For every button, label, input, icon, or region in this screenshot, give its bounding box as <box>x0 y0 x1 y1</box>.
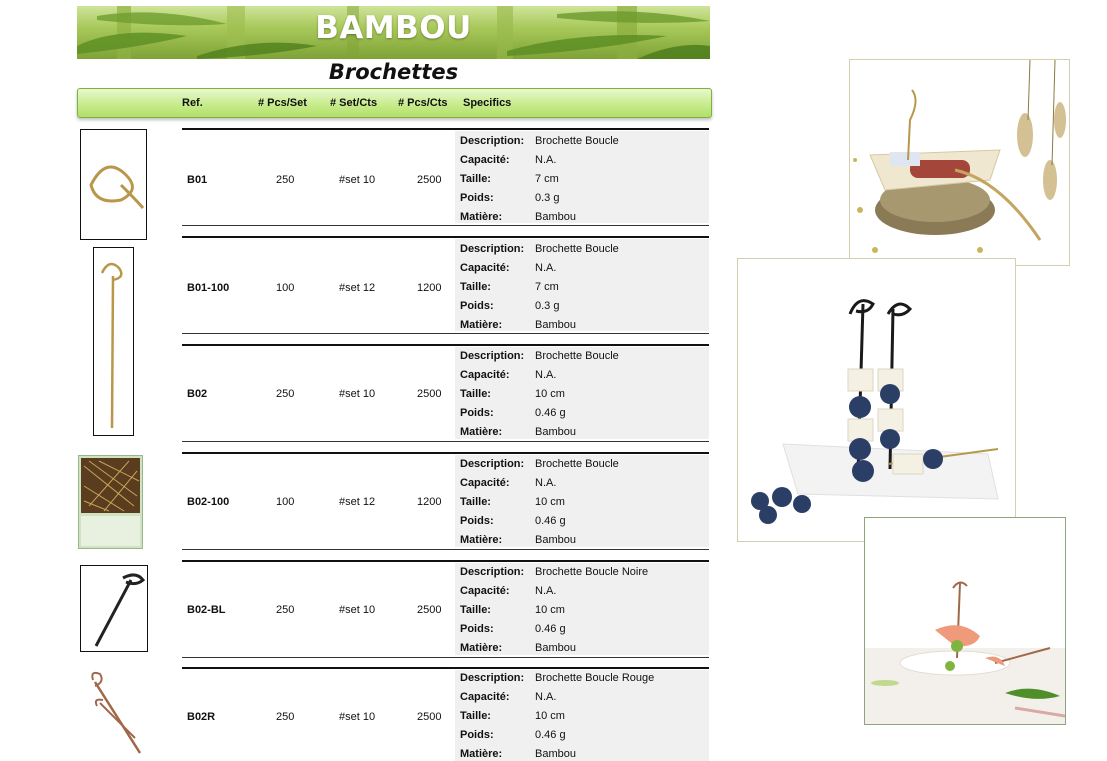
spec-value-capacite: N.A. <box>535 369 557 381</box>
ref-cell: B02-BL <box>187 604 226 616</box>
pcs-set-cell: 100 <box>276 282 295 294</box>
spec-value-poids: 0.3 g <box>535 300 560 312</box>
spec-label-taille: Taille: <box>460 710 491 722</box>
spec-value-description: Brochette Boucle <box>535 135 619 147</box>
product-image-b02-100 <box>78 455 143 549</box>
col-specifics: Specifics <box>463 97 512 109</box>
pcs-cts-cell: 2500 <box>417 388 442 400</box>
col-pcs-cts: # Pcs/Cts <box>398 97 448 109</box>
spec-value-description: Brochette Boucle <box>535 350 619 362</box>
spec-label-matiere: Matière: <box>460 642 503 654</box>
spec-value-capacite: N.A. <box>535 477 557 489</box>
spec-label-poids: Poids: <box>460 407 494 419</box>
spec-value-poids: 0.46 g <box>535 623 566 635</box>
photo-blueberry-cheese-skewers <box>737 258 1016 542</box>
spec-value-description: Brochette Boucle Noire <box>535 566 649 578</box>
spec-label-capacite: Capacité: <box>460 369 510 381</box>
product-row <box>182 236 709 334</box>
spec-value-taille: 7 cm <box>535 173 559 185</box>
product-row <box>182 452 709 550</box>
spec-value-capacite: N.A. <box>535 262 557 274</box>
product-row <box>182 344 709 442</box>
spec-label-matiere: Matière: <box>460 426 503 438</box>
pcs-cts-cell: 2500 <box>417 174 442 186</box>
product-image-b01 <box>80 129 147 240</box>
spec-label-taille: Taille: <box>460 496 491 508</box>
ref-cell: B02R <box>187 711 216 723</box>
spec-value-description: Brochette Boucle Rouge <box>535 672 655 684</box>
spec-label-capacite: Capacité: <box>460 262 510 274</box>
photo-appetizer-boat <box>849 59 1070 266</box>
spec-label-description: Description: <box>460 243 525 255</box>
spec-label-description: Description: <box>460 458 525 470</box>
set-cts-cell: #set 12 <box>339 496 376 508</box>
spec-value-taille: 7 cm <box>535 281 559 293</box>
spec-label-matiere: Matière: <box>460 319 503 331</box>
pcs-set-cell: 250 <box>276 174 295 186</box>
spec-label-description: Description: <box>460 350 525 362</box>
spec-value-matiere: Bambou <box>535 319 576 331</box>
set-cts-cell: #set 10 <box>339 711 376 723</box>
spec-value-taille: 10 cm <box>535 604 565 616</box>
set-cts-cell: #set 12 <box>339 282 376 294</box>
spec-value-description: Brochette Boucle <box>535 458 619 470</box>
set-cts-cell: #set 10 <box>339 388 376 400</box>
spec-value-capacite: N.A. <box>535 154 557 166</box>
spec-value-poids: 0.46 g <box>535 407 566 419</box>
spec-value-matiere: Bambou <box>535 748 576 760</box>
pcs-set-cell: 250 <box>276 711 295 723</box>
pcs-set-cell: 250 <box>276 604 295 616</box>
spec-label-matiere: Matière: <box>460 211 503 223</box>
spec-label-capacite: Capacité: <box>460 477 510 489</box>
spec-label-capacite: Capacité: <box>460 154 510 166</box>
photo-shrimp-skewer <box>864 517 1066 725</box>
product-image-b02-bl <box>80 565 148 652</box>
spec-value-taille: 10 cm <box>535 388 565 400</box>
col-ref: Ref. <box>182 97 203 109</box>
spec-value-poids: 0.46 g <box>535 729 566 741</box>
ref-cell: B01-100 <box>187 282 230 294</box>
spec-value-matiere: Bambou <box>535 534 576 546</box>
spec-label-matiere: Matière: <box>460 534 503 546</box>
spec-label-capacite: Capacité: <box>460 585 510 597</box>
spec-value-matiere: Bambou <box>535 426 576 438</box>
pcs-cts-cell: 2500 <box>417 604 442 616</box>
spec-value-matiere: Bambou <box>535 211 576 223</box>
pcs-set-cell: 250 <box>276 388 295 400</box>
product-row <box>182 560 709 658</box>
spec-value-description: Brochette Boucle <box>535 243 619 255</box>
spec-value-taille: 10 cm <box>535 710 565 722</box>
spec-label-matiere: Matière: <box>460 748 503 760</box>
set-cts-cell: #set 10 <box>339 604 376 616</box>
spec-value-poids: 0.3 g <box>535 192 560 204</box>
set-cts-cell: #set 10 <box>339 174 376 186</box>
spec-value-matiere: Bambou <box>535 642 576 654</box>
spec-label-description: Description: <box>460 566 525 578</box>
ref-cell: B02 <box>187 388 208 400</box>
section-subtitle: Brochettes <box>328 60 459 84</box>
spec-label-poids: Poids: <box>460 729 494 741</box>
pcs-cts-cell: 2500 <box>417 711 442 723</box>
product-row <box>182 667 709 761</box>
spec-label-poids: Poids: <box>460 300 494 312</box>
spec-value-poids: 0.46 g <box>535 515 566 527</box>
page-title: BAMBOU <box>315 10 472 46</box>
col-set-cts: # Set/Cts <box>330 97 378 109</box>
spec-label-poids: Poids: <box>460 515 494 527</box>
banner <box>77 6 710 59</box>
pcs-cts-cell: 1200 <box>417 282 442 294</box>
spec-label-taille: Taille: <box>460 388 491 400</box>
spec-label-description: Description: <box>460 672 525 684</box>
spec-label-description: Description: <box>460 135 525 147</box>
spec-label-taille: Taille: <box>460 604 491 616</box>
spec-label-poids: Poids: <box>460 192 494 204</box>
ref-cell: B02-100 <box>187 496 230 508</box>
product-image-b01-100 <box>93 247 134 436</box>
spec-label-poids: Poids: <box>460 623 494 635</box>
pcs-set-cell: 100 <box>276 496 295 508</box>
product-image-b02r <box>45 658 180 758</box>
col-pcs-set: # Pcs/Set <box>258 97 307 109</box>
spec-value-capacite: N.A. <box>535 585 557 597</box>
spec-label-taille: Taille: <box>460 281 491 293</box>
spec-value-capacite: N.A. <box>535 691 557 703</box>
table-header <box>77 88 712 118</box>
product-row <box>182 128 709 226</box>
ref-cell: B01 <box>187 174 208 186</box>
pcs-cts-cell: 1200 <box>417 496 442 508</box>
spec-label-taille: Taille: <box>460 173 491 185</box>
spec-label-capacite: Capacité: <box>460 691 510 703</box>
spec-value-taille: 10 cm <box>535 496 565 508</box>
